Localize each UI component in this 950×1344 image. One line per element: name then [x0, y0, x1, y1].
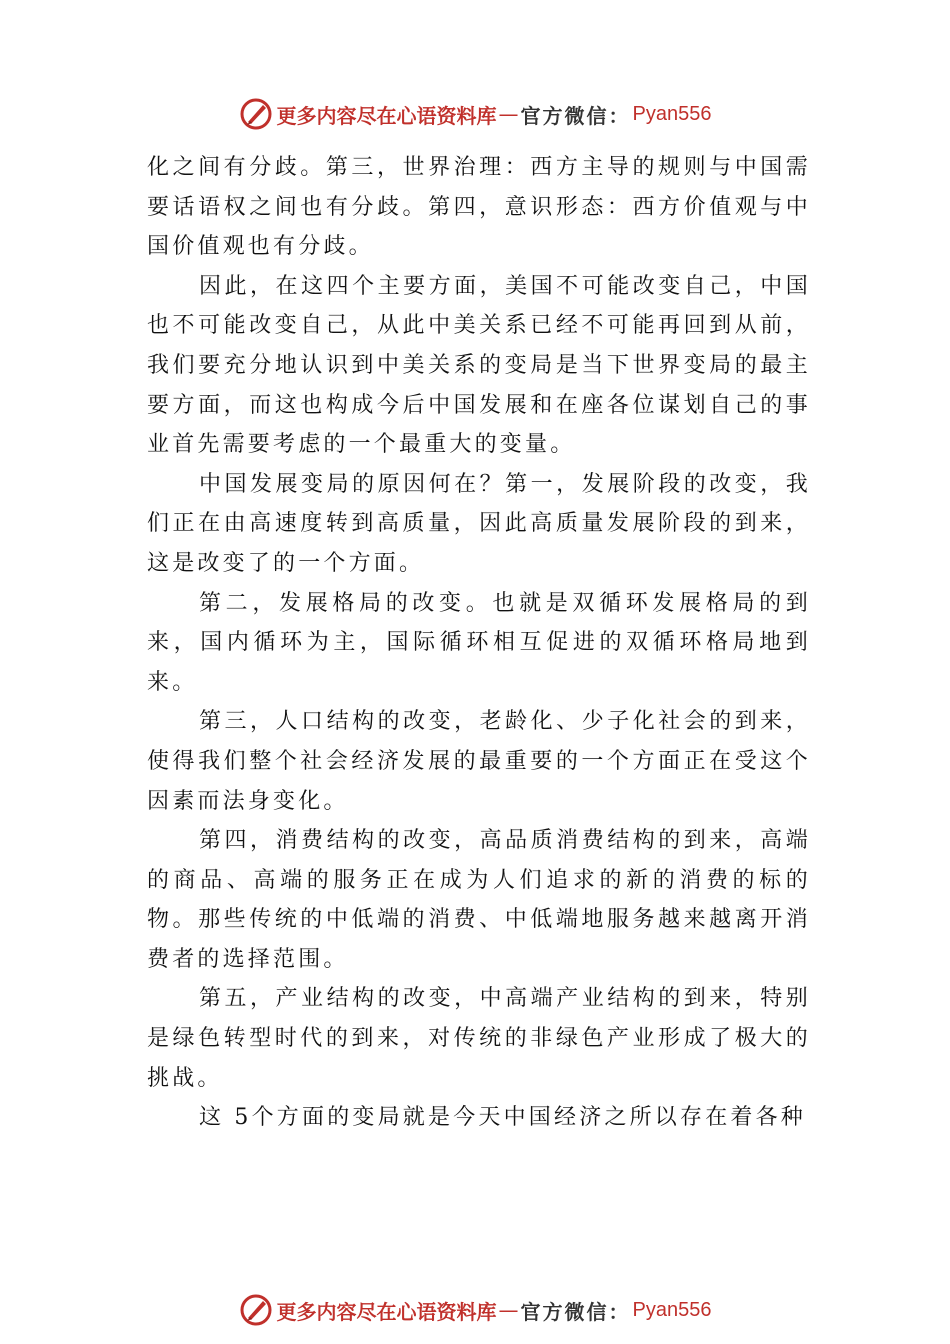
banner-wechat-label: 官方微信：: [520, 103, 631, 128]
paragraph: 第四，消费结构的改变，高品质消费结构的到来，高端的商品、高端的服务正在成为人们追求的新的消费的标的物。那些传统的中低端的消费、中低端地服务越来越离开消费者的选择范围。: [147, 828, 811, 972]
banner-red-text: 更多内容尽在心语资料库: [276, 1299, 497, 1324]
banner-wechat-id: Pyan556: [632, 102, 712, 125]
paragraph: 第三，人口结构的改变，老龄化、少子化社会的到来，使得我们整个社会经济发展的最重要的一个方面正在受这个因素而法身变化。: [147, 709, 811, 814]
document-body: [147, 148, 811, 1138]
paragraph: 因此，在这四个主要方面，美国不可能改变自己，中国也不可能改变自己，从此中美关系已经不可能再回到从前，我们要充分地认识到中美关系的变局是当下世界变局的最主要方面，而这也构成今后中国发展和在座各位谋划自己的事业首先需要考虑的一个最重大的变量。: [147, 273, 811, 458]
paragraph: 中国发展变局的原因何在？第一，发展阶段的改变，我们正在由高速度转到高质量，因此高质量发展阶段的到来，这是改变了的一个方面。: [147, 471, 811, 576]
banner-wechat-label: 官方微信：: [520, 1299, 631, 1324]
paragraph: 这 5个方面的变局就是今天中国经济之所以存在着各种: [199, 1105, 806, 1131]
banner-red-text: 更多内容尽在心语资料库: [276, 103, 497, 128]
quill-pen-logo-icon: [239, 97, 273, 131]
quill-pen-logo-icon: [239, 1293, 273, 1327]
banner-dash: —: [498, 102, 519, 126]
header-watermark-banner: [0, 94, 950, 134]
footer-watermark-banner: [0, 1290, 950, 1330]
banner-dash: —: [498, 1298, 519, 1322]
paragraph-continuation: 化之间有分歧。第三，世界治理：西方主导的规则与中国需要话语权之间也有分歧。第四，意识形态：西方价值观与中国价值观也有分歧。: [147, 155, 811, 260]
paragraph: 第五，产业结构的改变，中高端产业结构的到来，特别是绿色转型时代的到来，对传统的非绿色产业形成了极大的挑战。: [147, 986, 811, 1091]
banner-wechat-id: Pyan556: [632, 1298, 712, 1321]
paragraph: 第二，发展格局的改变。也就是双循环发展格局的到来，国内循环为主，国际循环相互促进的双循环格局地到来。: [147, 590, 811, 695]
